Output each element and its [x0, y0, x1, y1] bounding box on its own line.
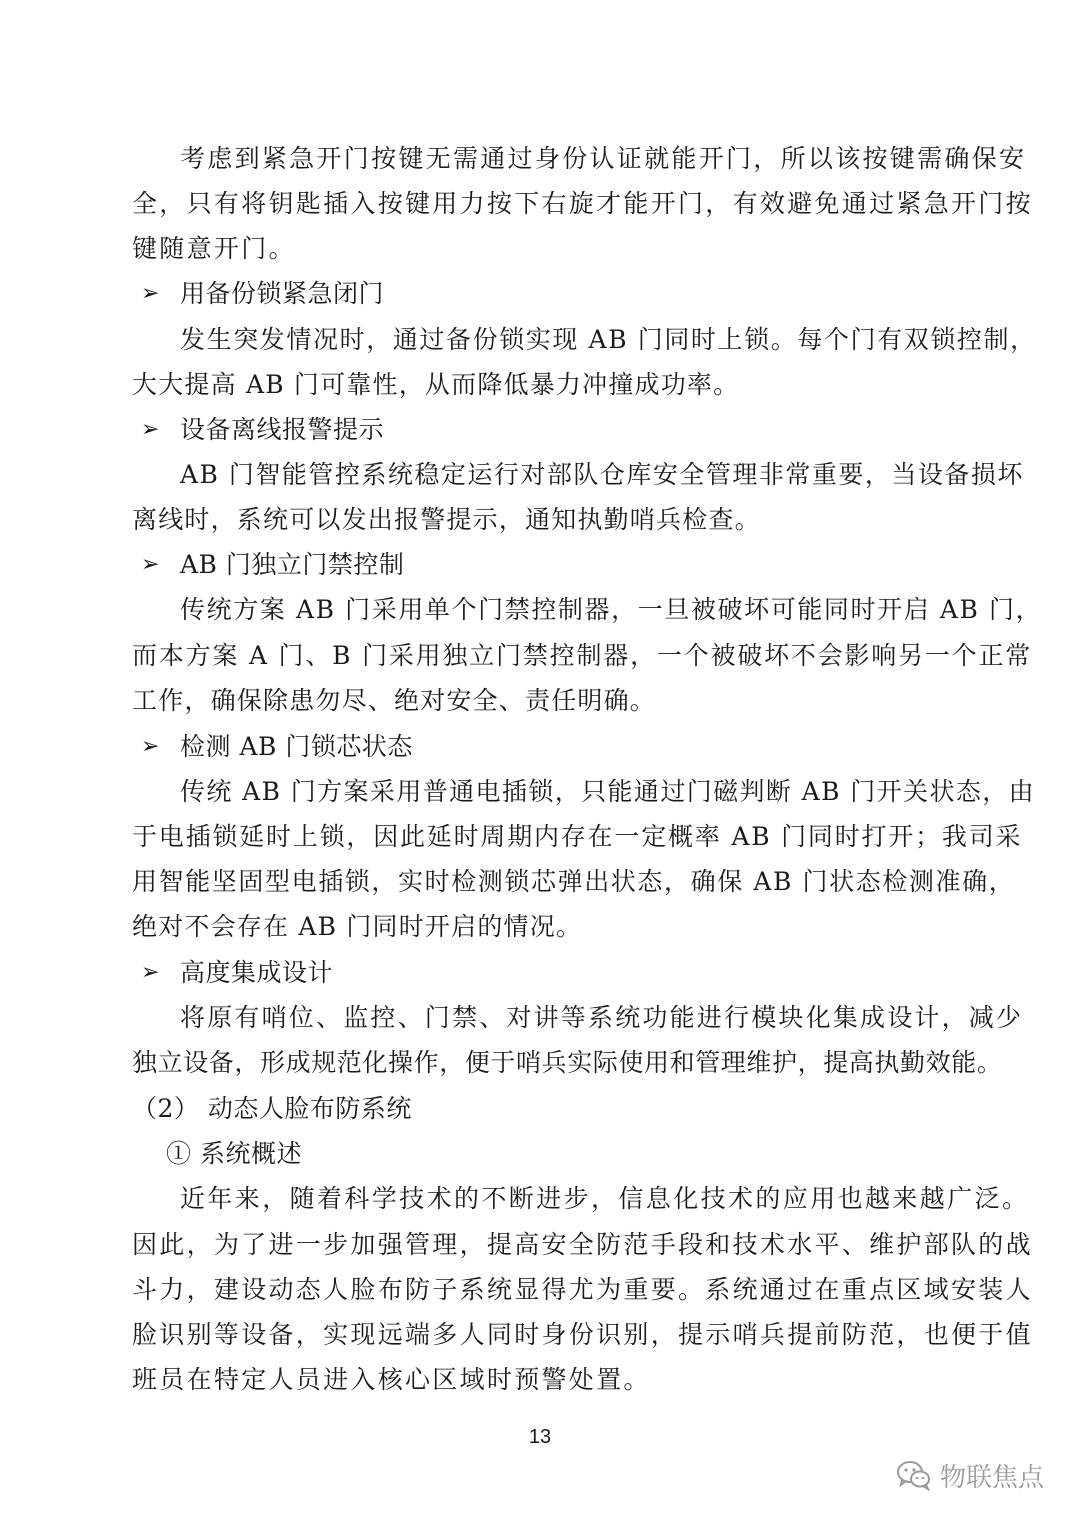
page-number: 13 — [528, 1426, 552, 1448]
bullet-heading: 高度集成设计 — [180, 958, 334, 987]
paragraph-line: 离线时，系统可以发出报警提示，通知执勤哨兵检查。 — [132, 505, 761, 534]
paragraph-line: 而本方案 A 门、B 门采用独立门禁控制器，一个被破坏不会影响另一个正常 — [132, 641, 1033, 670]
paragraph-line: 近年来，随着科学技术的不断进步，信息化技术的应用也越来越广泛。 — [180, 1184, 1030, 1213]
paragraph-line: 考虑到紧急开门按键无需通过身份认证就能开门，所以该按键需确保安 — [180, 144, 1027, 173]
bullet-arrow-icon: ➢ — [141, 417, 160, 442]
paragraph-line: 因此，为了进一步加强管理，提高安全防范手段和技术水平、维护部队的战 — [132, 1230, 1033, 1259]
bullet-arrow-icon: ➢ — [141, 552, 160, 577]
bullet-arrow-icon: ➢ — [141, 281, 160, 306]
bullet-heading: 检测 AB 门锁芯状态 — [180, 732, 413, 761]
paragraph-line: 发生突发情况时，通过备份锁实现 AB 门同时上锁。每个门有双锁控制， — [180, 325, 1037, 354]
watermark-text: 物联焦点 — [940, 1462, 1045, 1493]
paragraph-line: 独立设备，形成规范化操作，便于哨兵实际使用和管理维护，提高执勤效能。 — [132, 1048, 1003, 1077]
paragraph-line: 将原有哨位、监控、门禁、对讲等系统功能进行模块化集成设计，减少 — [180, 1003, 1024, 1032]
paragraph-line: AB 门智能管控系统稳定运行对部队仓库安全管理非常重要，当设备损坏 — [180, 460, 1024, 489]
paragraph-line: 绝对不会存在 AB 门同时开启的情况。 — [132, 912, 583, 941]
bullet-arrow-icon: ➢ — [141, 734, 160, 759]
paragraph-line: 工作，确保除患勿尽、绝对安全、责任明确。 — [132, 686, 657, 715]
paragraph-line: 脸识别等设备，实现远端多人同时身份识别，提示哨兵提前防范，也便于值 — [132, 1320, 1033, 1349]
paragraph-line: 斗力，建设动态人脸布防子系统显得尤为重要。系统通过在重点区域安装人 — [132, 1275, 1033, 1304]
bullet-heading: 设备离线报警提示 — [180, 415, 385, 444]
paragraph-line: 传统 AB 门方案采用普通电插锁，只能通过门磁判断 AB 门开关状态，由 — [180, 777, 1036, 806]
paragraph-line: 大大提高 AB 门可靠性，从而降低暴力冲撞成功率。 — [132, 370, 740, 399]
paragraph-line: 全，只有将钥匙插入按键用力按下右旋才能开门，有效避免通过紧急开门按 — [132, 189, 1033, 218]
bullet-heading: 用备份锁紧急闭门 — [180, 279, 385, 308]
paragraph-line: 传统方案 AB 门采用单个门禁控制器，一旦被破坏可能同时开启 AB 门， — [180, 595, 1043, 624]
wechat-icon — [896, 1459, 932, 1491]
section-heading: （2） 动态人脸布防系统 — [132, 1094, 412, 1123]
paragraph-line: 键随意开门。 — [132, 234, 296, 263]
paragraph-line: 于电插锁延时上锁，因此延时周期内存在一定概率 AB 门同时打开；我司采 — [132, 822, 1023, 851]
subsection-heading: ① 系统概述 — [166, 1139, 302, 1168]
paragraph-line: 用智能坚固型电插锁，实时检测锁芯弹出状态，确保 AB 门状态检测准确， — [132, 867, 1016, 896]
paragraph-line: 班员在特定人员进入核心区域时预警处置。 — [132, 1365, 651, 1394]
bullet-heading: AB 门独立门禁控制 — [180, 550, 405, 579]
bullet-arrow-icon: ➢ — [141, 960, 160, 985]
watermark — [896, 1452, 1044, 1498]
